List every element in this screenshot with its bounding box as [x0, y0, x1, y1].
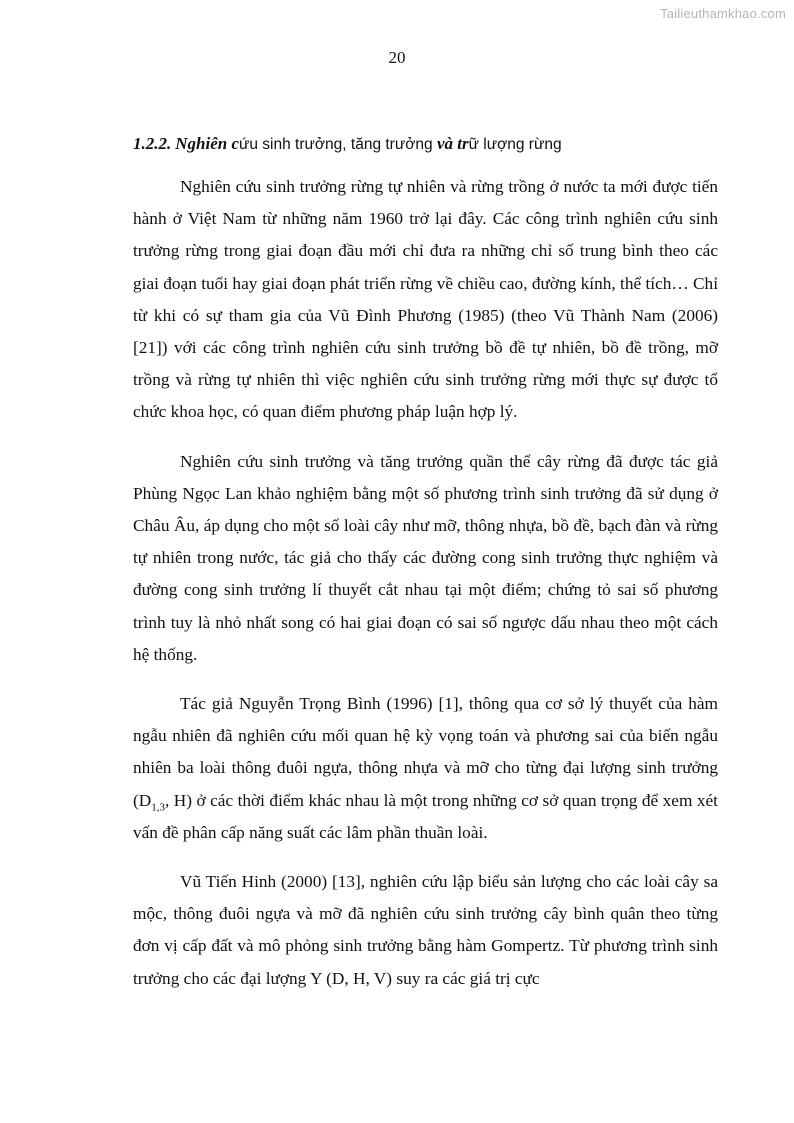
section-number: 1.2.2. — [133, 134, 172, 153]
paragraph: Nghiên cứu sinh trưởng rừng tự nhiên và rừng trồng ở nước ta mới được tiến hành ở Việt Nam từ những năm 1960 trở lại đây. Các công trình nghiên cứu sinh trưởng rừng trong giai đoạn đầu mới chỉ đưa ra những chỉ số trung bình theo các giai đoạn tuổi hay giai đoạn phát triển rừng về chiều cao, đường kính, thể tích… Chỉ từ khi có sự tham gia của Vũ Đình Phương (1985) (theo Vũ Thành Nam (2006) [21]) với các công trình nghiên cứu sinh trưởng bồ đề tự nhiên, bồ đề trồng, mỡ trồng và rừng tự nhiên thì việc nghiên cứu sinh trưởng rừng mới thực sự được tổ chức khoa học, có quan điểm phương pháp luận hợp lý. — [133, 177, 718, 422]
subscript: 1,3 — [151, 801, 165, 814]
paragraph-text: , H) ở các thời điểm khác nhau là một trong những cơ sở quan trọng để xem xét vấn đề phân cấp năng suất các lâm phần thuần loài. — [133, 790, 718, 842]
paragraph: Nghiên cứu sinh trưởng và tăng trưởng quần thể cây rừng đã được tác giả Phùng Ngọc Lan khảo nghiệm bằng một số phương trình sinh trưởng đã sử dụng ở Châu Âu, áp dụng cho một số loài cây như mỡ, thông nhựa, bồ đề, bạch đàn và rừng tự nhiên trong nước, tác giả cho thấy các đường cong sinh trưởng thực nghiệm và đường cong sinh trưởng lí thuyết cắt nhau tại một điểm; chứng tỏ sai số phương trình tuy là nhỏ nhất song có hai giai đoạn có sai số ngược dấu nhau theo một cách hệ thống. — [133, 451, 718, 664]
section-title-part: lượng rừng — [478, 136, 562, 153]
paragraph: Vũ Tiến Hinh (2000) [13], nghiên cứu lập biểu sản lượng cho các loài cây sa mộc, thông đuôi ngựa và mỡ đã nghiên cứu sinh trưởng cây bình quân theo từng đơn vị cấp đất và mô phỏng sinh trưởng bằng hàm Gompertz. Từ phương trình sinh trưởng cho các đại lượng Y (D, H, V) suy ra các giá trị cực — [133, 872, 718, 988]
section-title-part: ứu sinh trưởng, tăng trưởng — [239, 136, 437, 153]
section-heading — [133, 132, 733, 157]
watermark: Tailieuthamkhao.com — [660, 6, 786, 21]
section-title-part: và tr — [436, 134, 469, 153]
paragraph — [133, 688, 718, 849]
page-number: 20 — [388, 48, 406, 67]
section-title-part: Nghiên c — [175, 134, 239, 153]
paragraph-text: Tác giả Nguyễn Trọng Bình (1996) [1], thông qua cơ sở lý thuyết của hàm ngẫu nhiên đã nghiên cứu mối quan hệ kỳ vọng toán và phương sai của biến ngẫu nhiên ba loài thông đuôi ngựa, thông nhựa và mỡ cho từng đại lượng sinh trưởng (D — [133, 694, 718, 810]
section-title-part: ữ — [468, 136, 479, 153]
body-text — [133, 171, 718, 1012]
